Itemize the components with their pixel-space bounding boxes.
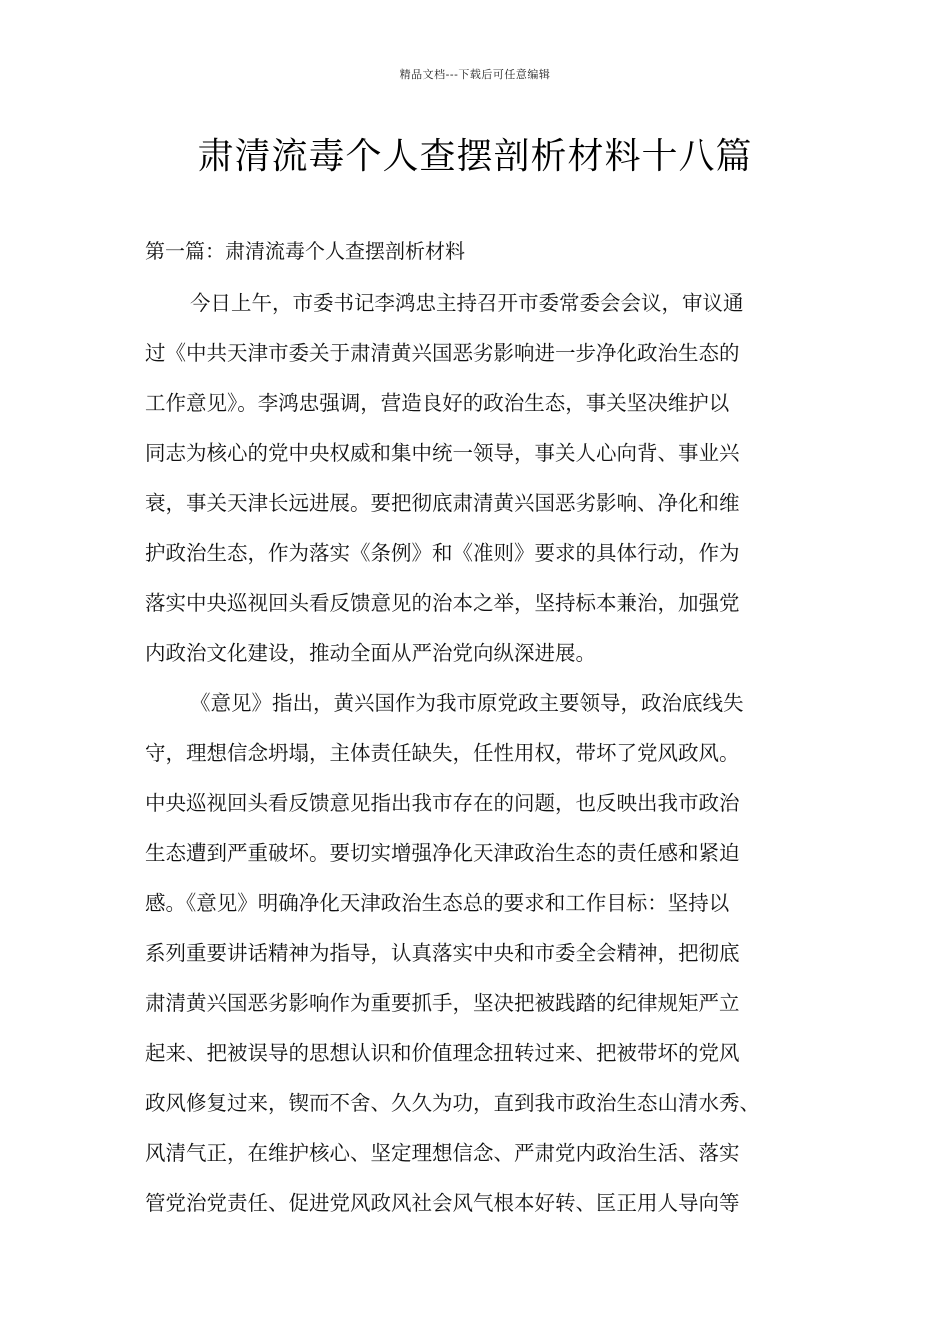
body-line: 系列重要讲话精神为指导，认真落实中央和市委全会精神，把彻底 — [145, 941, 740, 965]
body-line: 风清气正，在维护核心、坚定理想信念、严肃党内政治生活、落实 — [145, 1141, 740, 1165]
body-line: 工作意见》。李鸿忠强调，营造良好的政治生态，事关坚决维护以 — [145, 391, 730, 415]
header-note: 精品文档---下载后可任意编辑 — [399, 68, 551, 81]
body-line: 政风修复过来，锲而不舍、久久为功，直到我市政治生态山清水秀、 — [145, 1091, 760, 1115]
body-line: 过《中共天津市委关于肃清黄兴国恶劣影响进一步净化政治生态的 — [145, 341, 740, 365]
body-line: 感。《意见》明确净化天津政治生态总的要求和工作目标：坚持以 — [145, 891, 730, 915]
body-line: 内政治文化建设，推动全面从严治党向纵深进展。 — [145, 641, 596, 665]
body-line: 管党治党责任、促进党风政风社会风气根本好转、匡正用人导向等 — [145, 1191, 740, 1215]
body-line: 今日上午，市委书记李鸿忠主持召开市委常委会会议，审议通 — [190, 291, 744, 315]
body-line: 中央巡视回头看反馈意见指出我市存在的问题，也反映出我市政治 — [145, 791, 740, 815]
body-line: 守，理想信念坍塌，主体责任缺失，任性用权，带坏了党风政风。 — [145, 741, 740, 765]
body-line: 护政治生态，作为落实《条例》和《准则》要求的具体行动，作为 — [145, 541, 740, 565]
document-title: 肃清流毒个人查摆剖析材料十八篇 — [197, 136, 753, 177]
section-heading: 第一篇：肃清流毒个人查摆剖析材料 — [145, 239, 465, 263]
body-line: 生态遭到严重破坏。要切实增强净化天津政治生态的责任感和紧迫 — [145, 841, 740, 865]
body-line: 落实中央巡视回头看反馈意见的治本之举，坚持标本兼治，加强党 — [145, 591, 740, 615]
body-line: 肃清黄兴国恶劣影响作为重要抓手，坚决把被践踏的纪律规矩严立 — [145, 991, 740, 1015]
body-line: 《意见》指出，黄兴国作为我市原党政主要领导，政治底线失 — [190, 691, 744, 715]
body-line: 衰，事关天津长远进展。要把彻底肃清黄兴国恶劣影响、净化和维 — [145, 491, 740, 515]
body-line: 同志为核心的党中央权威和集中统一领导，事关人心向背、事业兴 — [145, 441, 740, 465]
body-line: 起来、把被误导的思想认识和价值理念扭转过来、把被带坏的党风 — [145, 1041, 740, 1065]
